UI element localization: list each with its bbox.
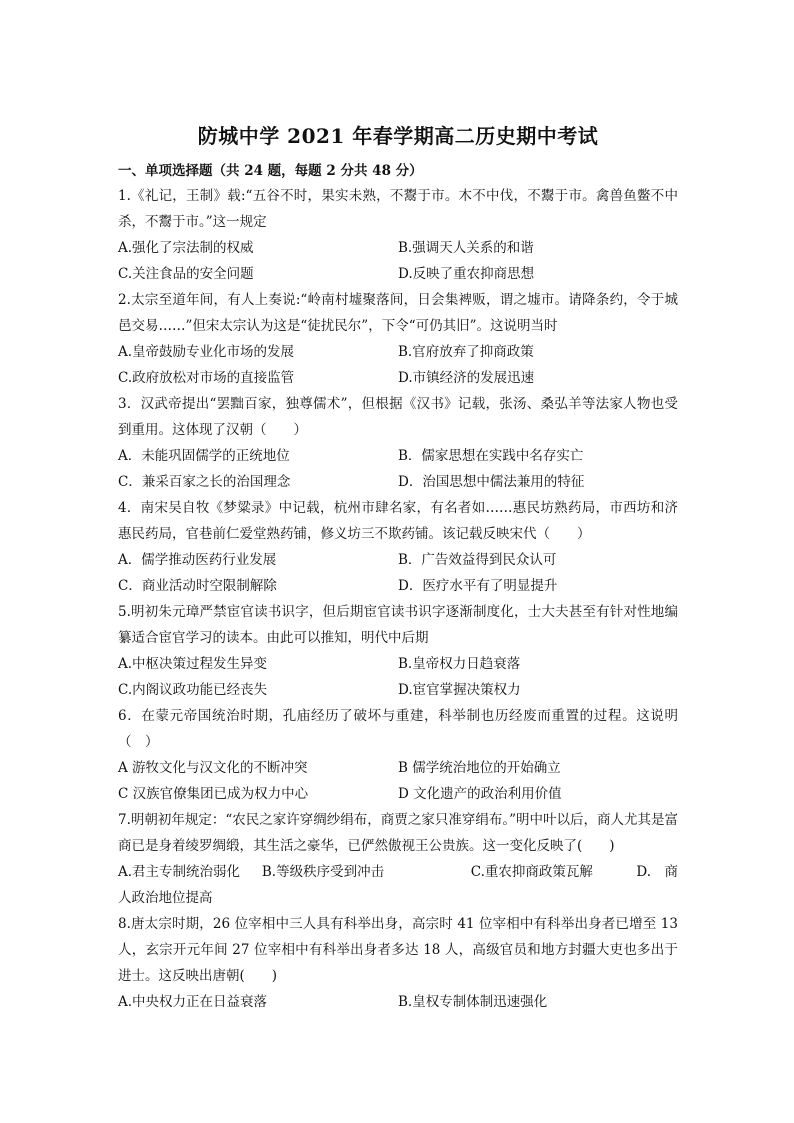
question-7-option-d-continuation: 人政治地位提高 [118,890,213,906]
question-7-stem: 7.明朝初年规定：“农民之家许穿绸纱绢布，商贾之家只准穿绢布。”明中叶以后，商人尤其是富商已是身着绫罗绸缎，其生活之豪华，已俨然傲视王公贵族。这一变化反映了( ) [118,812,678,854]
option-a: A．未能巩固儒学的正统地位 [118,448,290,464]
question-6-stem: 6．在蒙元帝国统治时期，孔庙经历了破坏与重建，科举制也历经废而重置的过程。这说明（ ） [118,708,678,750]
option-c: C．商业活动时空限制解除 [118,578,277,594]
option-a: A.君主专制统治弱化 [118,864,241,880]
question-5-stem: 5.明初朱元璋严禁宦官读书识字，但后期宦官读书识字逐渐制度化，士大夫甚至有针对性地编纂适合宦官学习的读本。由此可以推知，明代中后期 [118,604,678,646]
question-6-options [118,755,678,807]
option-d: D.反映了重农抑商思想 [398,266,535,282]
option-b: B．广告效益得到民众认可 [398,552,557,568]
option-c: C.内阁议政功能已经丧失 [118,682,268,698]
question-2-stem: 2.太宗至道年间，有人上奏说:“岭南村墟聚落间，日会集裨贩，谓之墟市。请降条约，令于城邑交易……”但宋太宗认为这是“徒扰民尔”，下令“可仍其旧”。这说明当时 [118,292,678,334]
option-b: B．儒家思想在实践中名存实亡 [398,448,584,464]
question-4-options [118,547,678,599]
option-b: B.官府放弃了抑商政策 [398,344,534,360]
option-d: D 文化遗产的政治利用价值 [398,786,562,802]
question-8-stem: 8.唐太宗时期，26 位宰相中三人具有科举出身，高宗时 41 位宰相中有科举出身者已增至 13 人，玄宗开元年间 27 位宰相中有科举出身者多达 18 人，高级官员和地方封疆大吏也多出于进士。这反映出唐朝( ) [118,916,678,984]
option-a: A.中枢决策过程发生异变 [118,656,268,672]
option-c: C.重农抑商政策瓦解 [470,864,593,880]
question-3-stem: 3．汉武帝提出“罢黜百家，独尊儒术”，但根据《汉书》记载，张汤、桑弘羊等法家人物也受到重用。这体现了汉朝（ ） [118,396,678,438]
question-1-options [118,235,678,287]
option-c: C.政府放松对市场的直接监管 [118,370,295,386]
option-d: D．治国思想中儒法兼用的特征 [398,474,585,490]
option-d: D. 商 [636,864,678,880]
option-b: B.等级秩序受到冲击 [261,864,385,880]
exam-page [118,120,678,1015]
option-a: A.皇帝鼓励专业化市场的发展 [118,344,295,360]
option-a: A．儒学推动医药行业发展 [118,552,277,568]
option-b: B.皇权专制体制迅速强化 [398,994,548,1010]
option-d: D.市镇经济的发展迅速 [398,370,535,386]
option-b: B 儒学统治地位的开始确立 [398,760,561,776]
question-3-options [118,443,678,495]
option-c: C.关注食品的安全问题 [118,266,254,282]
option-b: B.皇帝权力日趋衰落 [398,656,521,672]
question-7-options [118,859,678,885]
question-5-options [118,651,678,703]
option-d: D.宦官掌握决策权力 [398,682,521,698]
option-a: A 游牧文化与汉文化的不断冲突 [118,760,308,776]
section-heading: 一、单项选择题（共 24 题，每题 2 分共 48 分） [118,163,423,179]
exam-title: 防城中学 2021 年春学期高二历史期中考试 [197,124,599,148]
question-1-stem: 1.《礼记，王制》载:“五谷不时，果实未熟，不鬻于市。木不中伐，不鬻于市。禽兽鱼鳖不中杀，不鬻于市。”这一规定 [118,188,678,230]
question-8-options [118,989,678,1015]
question-2-options [118,339,678,391]
option-c: C 汉族官僚集团已成为权力中心 [118,786,309,802]
option-d: D．医疗水平有了明显提升 [398,578,558,594]
question-4-stem: 4．南宋吴自牧《梦粱录》中记载，杭州市肆名家，有名者如……惠民坊熟药局，市西坊和济惠民药局，官巷前仁爱堂熟药铺，修义坊三不欺药铺。该记载反映宋代（ ） [118,500,678,542]
option-a: A.强化了宗法制的权威 [118,240,254,256]
option-b: B.强调天人关系的和谐 [398,240,534,256]
option-a: A.中央权力正在日益衰落 [118,994,268,1010]
option-c: C．兼采百家之长的治国理念 [118,474,291,490]
